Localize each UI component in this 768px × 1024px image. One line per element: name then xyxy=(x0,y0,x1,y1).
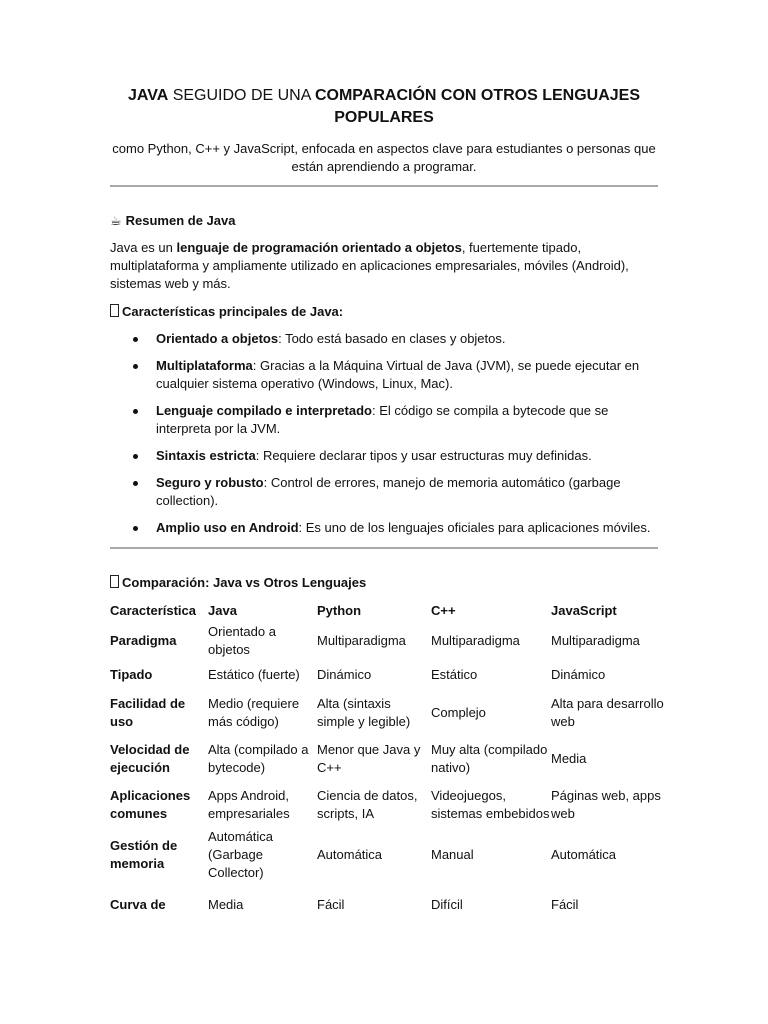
divider xyxy=(110,185,658,187)
row-header: Curva de xyxy=(110,897,166,912)
feature-item-text: : Todo está basado en clases y objetos. xyxy=(278,331,506,346)
feature-item-title: Multiplataforma xyxy=(156,358,253,373)
table-row xyxy=(110,690,670,736)
table-cell: Complejo xyxy=(431,705,486,720)
bullet-icon xyxy=(133,337,138,342)
feature-item xyxy=(110,357,658,393)
table-cell: Medio (requiere más código) xyxy=(208,696,300,729)
summary-heading xyxy=(110,212,658,230)
table-cell: Alta (sintaxis simple y legible) xyxy=(317,696,411,729)
table-cell: Dinámico xyxy=(551,667,606,682)
table-cell: Apps Android, empresariales xyxy=(208,788,290,821)
features-heading xyxy=(110,303,658,321)
feature-item-text: : Es uno de los lenguajes oficiales para aplicaciones móviles. xyxy=(298,520,651,535)
table-cell: Difícil xyxy=(431,897,463,912)
table-cell: Fácil xyxy=(317,897,345,912)
feature-item-title: Seguro y robusto xyxy=(156,475,264,490)
comparison-table xyxy=(110,600,670,928)
table-header-row xyxy=(110,600,670,622)
column-header: C++ xyxy=(431,603,456,618)
table-cell: Multiparadigma xyxy=(551,633,640,648)
title-java: JAVA xyxy=(127,87,169,104)
row-header: Paradigma xyxy=(110,633,177,648)
features-heading-text: Características principales de Java: xyxy=(122,304,344,319)
table-cell: Videojuegos, sistemas embebidos xyxy=(431,788,550,821)
page-subtitle: como Python, C++ y JavaScript, enfocada en aspectos clave para estudiantes o personas que están aprendiendo a programar. xyxy=(112,141,656,174)
column-header: Java xyxy=(208,603,237,618)
table-cell: Automática (Garbage Collector) xyxy=(208,829,274,880)
summary-heading-text: Resumen de Java xyxy=(125,213,236,228)
table-cell: Automática xyxy=(551,847,617,862)
comparison-heading xyxy=(110,574,658,592)
feature-item-text: : Control de errores, manejo de memoria automático (garbage collection). xyxy=(156,475,621,508)
table-row xyxy=(110,736,670,782)
feature-item-title: Amplio uso en Android xyxy=(156,520,299,535)
feature-item xyxy=(110,519,658,537)
feature-item-title: Sintaxis estricta xyxy=(156,448,256,463)
title-connector: SEGUIDO DE UNA xyxy=(168,87,315,104)
feature-list xyxy=(110,330,658,546)
page-title xyxy=(110,85,658,129)
table-cell: Alta (compilado a bytecode) xyxy=(208,742,309,775)
summary-text-end: , fuertemente tipado, multiplataforma y ampliamente utilizado en aplicaciones empresariales, móviles (Android), sistemas web y más. xyxy=(110,240,629,291)
feature-item xyxy=(110,447,658,465)
feature-item-title: Orientado a objetos xyxy=(156,331,279,346)
table-cell: Fácil xyxy=(551,897,579,912)
bullet-icon xyxy=(133,364,138,369)
divider xyxy=(110,547,658,549)
table-row xyxy=(110,660,670,690)
feature-item-text: : Gracias a la Máquina Virtual de Java (JVM), se puede ejecutar en cualquier sistema operativo (Windows, Linux, Mac). xyxy=(156,358,640,391)
table-row xyxy=(110,782,670,828)
table-cell: Dinámico xyxy=(317,667,372,682)
column-header: JavaScript xyxy=(551,603,617,618)
table-cell: Multiparadigma xyxy=(431,633,520,648)
table-cell: Muy alta (compilado nativo) xyxy=(431,742,548,775)
feature-item xyxy=(110,402,658,438)
table-cell: Alta para desarrollo web xyxy=(551,696,664,729)
bullet-icon xyxy=(133,526,138,531)
table-cell: Ciencia de datos, scripts, IA xyxy=(317,788,418,821)
column-header: Característica xyxy=(110,603,196,618)
summary-text-start: Java es un xyxy=(110,240,177,255)
title-comparison: COMPARACIÓN CON OTROS LENGUAJES POPULARES xyxy=(314,87,641,126)
comparison-heading-text: Comparación: Java vs Otros Lenguajes xyxy=(122,575,367,590)
table-cell: Estático (fuerte) xyxy=(208,667,300,682)
table-cell: Estático xyxy=(431,667,478,682)
table-cell: Páginas web, apps web xyxy=(551,788,661,821)
table-cell: Media xyxy=(208,897,244,912)
summary-text-bold: lenguaje de programación orientado a objetos xyxy=(176,240,462,255)
feature-item xyxy=(110,474,658,510)
table-row xyxy=(110,622,670,660)
feature-item-title: Lenguaje compilado e interpretado xyxy=(156,403,372,418)
table-cell: Manual xyxy=(431,847,474,862)
column-header: Python xyxy=(317,603,362,618)
row-header: Tipado xyxy=(110,667,153,682)
table-cell: Media xyxy=(551,751,587,766)
table-cell: Automática xyxy=(317,847,383,862)
bullet-icon xyxy=(133,409,138,414)
table-row xyxy=(110,882,670,928)
feature-item-text: : Requiere declarar tipos y usar estructuras muy definidas. xyxy=(255,448,592,463)
table-cell: Orientado a objetos xyxy=(208,624,276,657)
table-cell: Menor que Java y C++ xyxy=(317,742,421,775)
feature-item-text: : El código se compila a bytecode que se interpreta por la JVM. xyxy=(156,403,609,436)
summary-paragraph xyxy=(110,239,658,293)
row-header: Facilidad de uso xyxy=(110,696,186,729)
row-header: Velocidad de ejecución xyxy=(110,742,190,775)
table-cell: Multiparadigma xyxy=(317,633,406,648)
missing-glyph-icon xyxy=(110,575,119,588)
row-header: Gestión de memoria xyxy=(110,838,178,871)
row-header: Aplicaciones comunes xyxy=(110,788,191,821)
table-row xyxy=(110,828,670,882)
feature-item xyxy=(110,330,658,348)
bullet-icon xyxy=(133,454,138,459)
bullet-icon xyxy=(133,481,138,486)
missing-glyph-icon xyxy=(110,304,119,317)
coffee-icon: ☕ xyxy=(110,213,122,228)
